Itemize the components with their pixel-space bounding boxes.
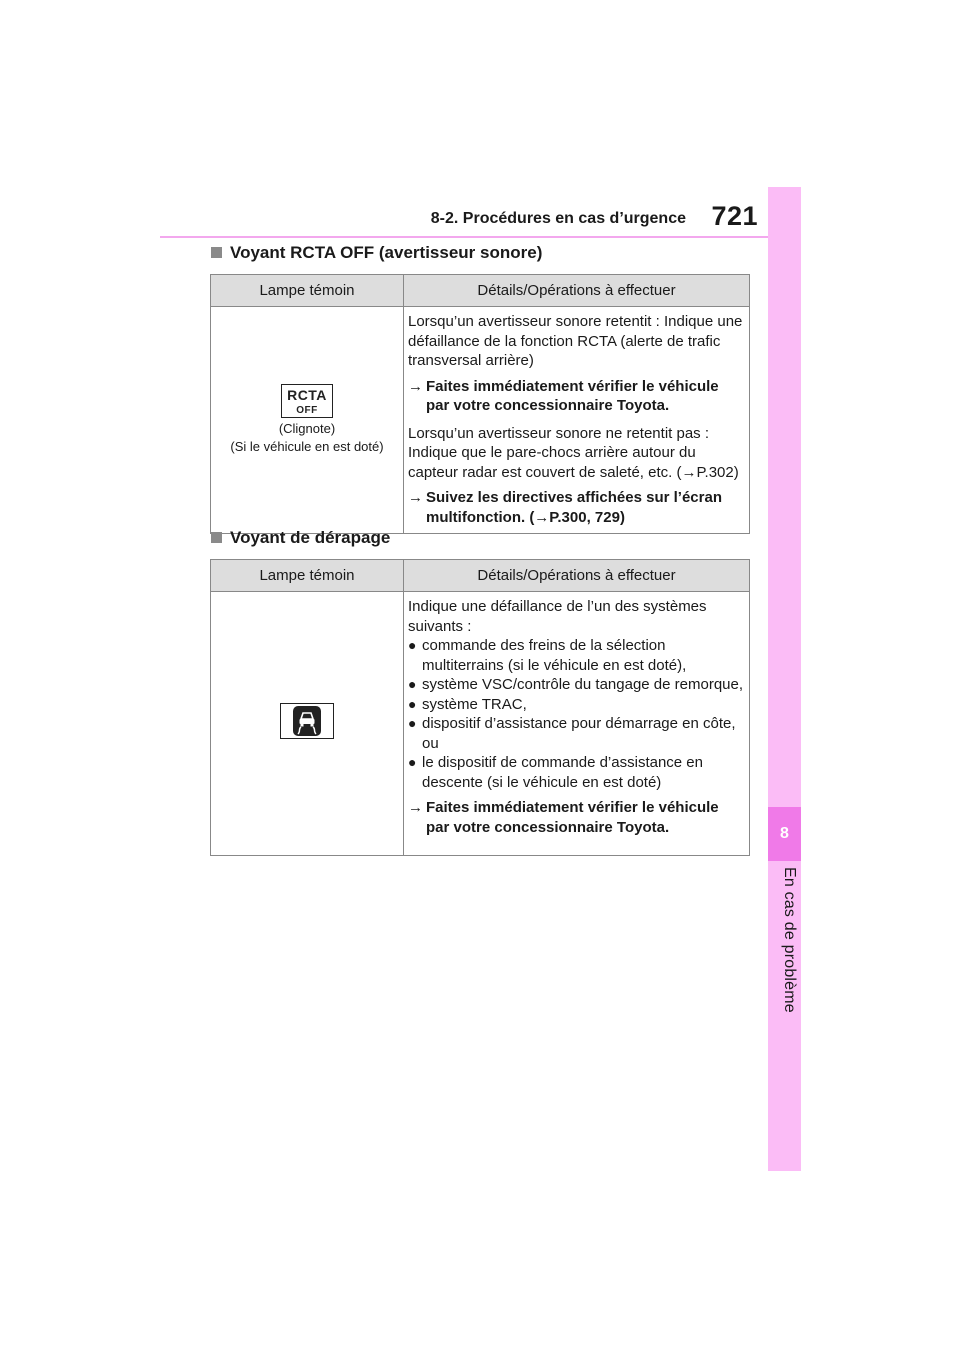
- lamp-cell: [211, 592, 404, 856]
- lamp-note-blink: (Clignote): [278, 421, 336, 436]
- skid-car-icon: [293, 706, 321, 736]
- rcta-icon-text: RCTA: [287, 387, 327, 403]
- page-header: [160, 200, 768, 238]
- section-title: 8-2. Procédures en cas d’urgence: [430, 210, 686, 227]
- bullet-icon: ●: [408, 754, 417, 770]
- bullet-icon: ●: [408, 676, 417, 692]
- action-text: Suivez les directives affichées sur l’écran multifonction. (→P.300, 729): [426, 489, 722, 526]
- skid-indicator-icon: [280, 703, 334, 739]
- list-item-text: système VSC/contrôle du tangage de remorque,: [422, 676, 744, 693]
- action-text: Faites immédiatement vérifier le véhicule par votre concessionnaire Toyota.: [426, 377, 719, 414]
- table-row: [211, 307, 750, 534]
- page-number: 721: [711, 201, 758, 231]
- rcta-off-icon: [281, 384, 333, 418]
- col-details-header: Détails/Opérations à effectuer: [404, 560, 750, 592]
- section-heading-rcta: [211, 243, 542, 263]
- rcta-table: [210, 274, 750, 534]
- action-item: [408, 798, 745, 837]
- lamp-note-equipped: (Si le véhicule en est doté): [230, 439, 384, 454]
- bullet-icon: ●: [408, 695, 417, 712]
- skid-table: [210, 559, 750, 856]
- list-item-text: dispositif d’assistance pour démarrage en côte, ou: [422, 715, 736, 752]
- col-details-header: Détails/Opérations à effectuer: [404, 275, 750, 307]
- chapter-tab: [768, 187, 801, 1171]
- list-item-text: commande des freins de la sélection multiterrains (si le véhicule en est doté),: [422, 637, 687, 674]
- table-header-row: [211, 560, 750, 592]
- arrow-right-icon: →: [408, 799, 423, 816]
- section-heading-text: Voyant de dérapage: [230, 528, 391, 547]
- table-row: [211, 592, 750, 856]
- list-item-text: le dispositif de commande d’assistance en descente (si le véhicule en est doté): [422, 754, 703, 791]
- details-paragraph: Lorsqu’un avertisseur sonore ne retentit pas : Indique que le pare-chocs arrière autour du capteur radar est couvert de saleté, etc. (→P.302): [408, 424, 739, 481]
- action-item: [408, 488, 745, 527]
- section-heading-skid: [211, 528, 390, 548]
- bullet-icon: ●: [408, 715, 417, 731]
- arrow-right-icon: →: [408, 489, 423, 506]
- action-item: [408, 377, 745, 416]
- rcta-icon-off-text: OFF: [296, 405, 318, 416]
- square-bullet-icon: [211, 532, 222, 543]
- col-lamp-header: Lampe témoin: [211, 275, 404, 307]
- details-cell: [404, 307, 750, 534]
- action-text: Faites immédiatement vérifier le véhicule par votre concessionnaire Toyota.: [426, 799, 719, 836]
- bullet-icon: ●: [408, 637, 417, 653]
- list-item: [408, 636, 745, 675]
- list-item: [408, 675, 745, 695]
- list-item: [408, 714, 745, 753]
- details-paragraph: Indique une défaillance de l’un des systèmes suivants :: [408, 598, 707, 635]
- arrow-right-icon: →: [408, 377, 423, 395]
- square-bullet-icon: [211, 247, 222, 258]
- col-lamp-header: Lampe témoin: [211, 560, 404, 592]
- lamp-cell: [211, 307, 404, 534]
- chapter-label: En cas de problème: [781, 867, 798, 1013]
- details-cell: [404, 592, 750, 856]
- table-header-row: [211, 275, 750, 307]
- list-item: [408, 695, 745, 715]
- chapter-number: 8: [780, 825, 789, 842]
- section-heading-text: Voyant RCTA OFF (avertisseur sonore): [230, 243, 543, 262]
- list-item-text: système TRAC,: [422, 695, 527, 713]
- chapter-number-box: [768, 807, 801, 861]
- list-item: [408, 753, 745, 792]
- details-paragraph: Lorsqu’un avertisseur sonore retentit : Indique une défaillance de la fonction RCTA (alerte de trafic transversal arrière): [408, 313, 743, 369]
